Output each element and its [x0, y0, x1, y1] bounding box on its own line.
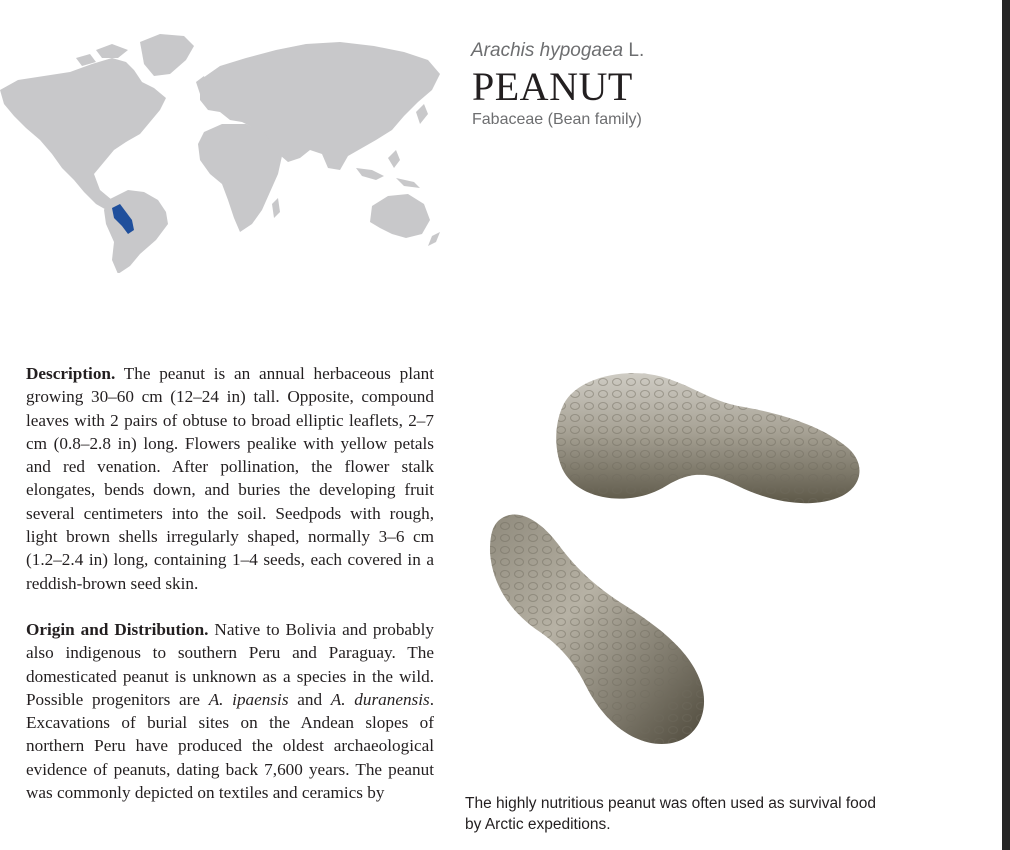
north-america-landmass — [0, 58, 166, 212]
origin-text-2: . Excavations of burial sites on the Andean slopes of northern Peru have produced the oldest archaeological evidence of peanuts, dating back 7,600 years. The peanut was commonly depicted on textiles and ceramics by — [26, 689, 434, 803]
south-america-landmass — [104, 190, 168, 273]
greenland-landmass — [140, 34, 194, 76]
photo-caption: The highly nutritious peanut was often used as survival food by Arctic expeditions. — [465, 795, 876, 833]
species-name-1: A. ipaensis — [208, 689, 289, 709]
africa-landmass — [198, 124, 282, 232]
world-distribution-map — [0, 28, 450, 273]
peanut-shell-upper — [556, 373, 859, 503]
origin-heading: Origin and Distribution. — [26, 619, 209, 639]
description-text: The peanut is an annual herbaceous plant growing 30–60 cm (12–24 in) tall. Opposite, compound leaves with 2 pairs of obtuse to broad elliptic leaflets, 2–7 cm (0.8–2.8 in) long. Flowers pealike with yellow petals and red venation. After pollination, the flower stalk elongates, bends down, and buries the developing fruit several centimeters into the soil. Seedpods with rough, light brown shells irregularly shaped, normally 3–6 cm (1.2–2.4 in) long, containing 1–4 seeds, each covered in a reddish-brown seed skin. — [26, 364, 434, 593]
binomial-name: Arachis hypogaea — [471, 40, 624, 61]
new-zealand — [428, 232, 440, 246]
author-abbreviation: L. — [628, 40, 645, 61]
australia-landmass — [370, 194, 430, 238]
plant-family: Fabaceae (Bean family) — [472, 111, 642, 128]
peanut-shell-lower — [490, 514, 704, 744]
page-edge-bar — [1002, 0, 1010, 850]
species-name-2: A. duranensis — [330, 689, 430, 709]
peanut-photo — [470, 340, 890, 780]
article-body — [26, 362, 434, 827]
common-name-title: PEANUT — [472, 64, 633, 109]
madagascar — [272, 198, 280, 218]
origin-paragraph — [26, 618, 434, 804]
scientific-name — [471, 40, 644, 62]
origin-conjunction: and — [297, 689, 323, 709]
description-heading: Description. — [26, 364, 116, 383]
continents — [0, 34, 440, 273]
origin-text-1: Native to Bolivia and probably also indigenous to southern Peru and Paraguay. The domesticated peanut is unknown as a species in the wild. Possible progenitors are — [26, 619, 435, 709]
description-paragraph — [26, 362, 434, 595]
southeast-asia-islands — [356, 150, 420, 188]
japan — [416, 104, 428, 124]
